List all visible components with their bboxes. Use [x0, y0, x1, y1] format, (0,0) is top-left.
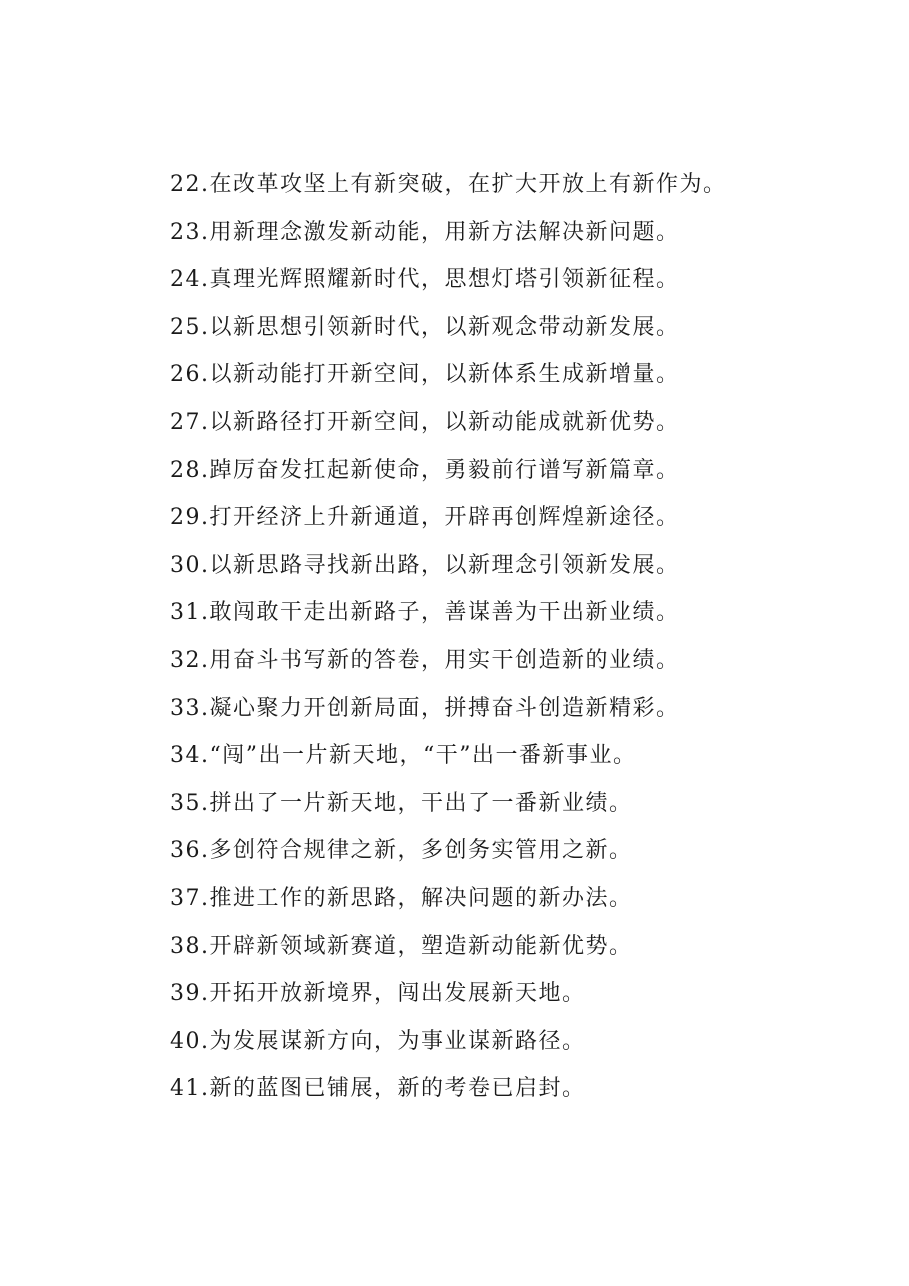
list-item: 36.多创符合规律之新，多创务实管用之新。 — [170, 838, 633, 864]
list-item: 37.推进工作的新思路，解决问题的新办法。 — [170, 885, 633, 911]
list-item: 35.拼出了一片新天地，干出了一番新业绩。 — [170, 790, 633, 816]
list-item: 34.“闯”出一片新天地，“干”出一番新事业。 — [170, 743, 637, 769]
list-item: 25.以新思想引领新时代，以新观念带动新发展。 — [170, 314, 680, 340]
list-item: 33.凝心聚力开创新局面，拼搏奋斗创造新精彩。 — [170, 695, 680, 721]
list-item: 38.开辟新领域新赛道，塑造新动能新优势。 — [170, 933, 633, 959]
list-item: 28.踔厉奋发扛起新使命，勇毅前行谱写新篇章。 — [170, 457, 680, 483]
list-item: 27.以新路径打开新空间，以新动能成就新优势。 — [170, 409, 680, 435]
list-item: 29.打开经济上升新通道，开辟再创辉煌新途径。 — [170, 505, 680, 531]
list-item: 30.以新思路寻找新出路，以新理念引领新发展。 — [170, 552, 680, 578]
list-item: 22.在改革攻坚上有新突破，在扩大开放上有新作为。 — [170, 172, 727, 197]
list-item: 39.开拓开放新境界，闯出发展新天地。 — [170, 981, 586, 1007]
list-item: 24.真理光辉照耀新时代，思想灯塔引领新征程。 — [170, 267, 680, 293]
list-item: 32.用奋斗书写新的答卷，用实干创造新的业绩。 — [170, 647, 680, 673]
list-item: 31.敢闯敢干走出新路子，善谋善为干出新业绩。 — [170, 600, 680, 626]
list-item: 26.以新动能打开新空间，以新体系生成新增量。 — [170, 362, 680, 388]
list-item: 41.新的蓝图已铺展，新的考卷已启封。 — [170, 1076, 586, 1102]
list-item: 40.为发展谋新方向，为事业谋新路径。 — [170, 1028, 586, 1054]
slogan-list — [170, 165, 890, 1117]
list-item: 23.用新理念激发新动能，用新方法解决新问题。 — [170, 219, 680, 245]
